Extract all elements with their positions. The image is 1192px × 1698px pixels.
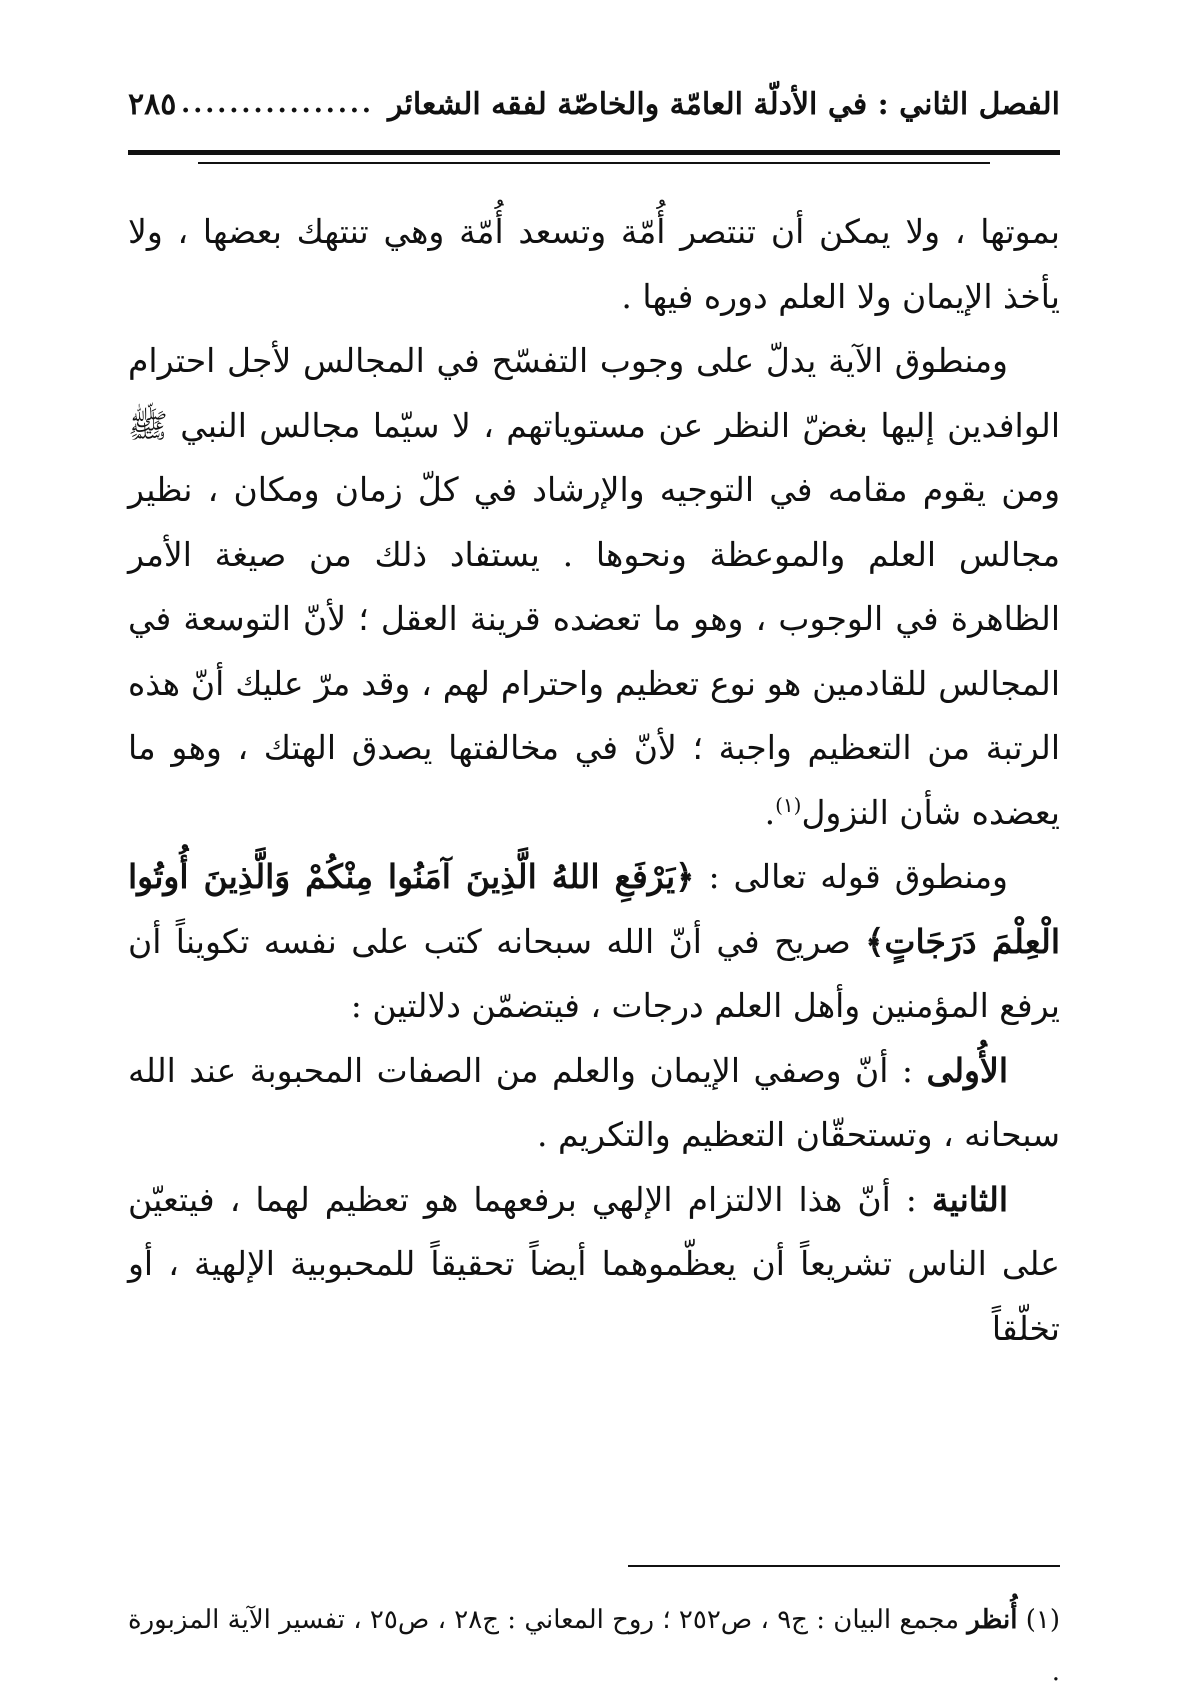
running-header [128, 80, 1060, 128]
chapter-title: الفصل الثاني : في الأدلّة العامّة والخاصّة لفقه الشعائر [387, 86, 1060, 122]
header-rule-thin [198, 162, 990, 164]
footnote-1 [128, 1594, 1060, 1698]
paragraph-4-lead: الأُولى [926, 1050, 1008, 1090]
footnote-marker: (١) [1025, 1605, 1061, 1635]
paragraph-4 [128, 1039, 1060, 1168]
header-rule-thick [128, 150, 1060, 155]
paragraph-5-text: : أنّ هذا الالتزام الإلهي برفعهما هو تعظيم لهما ، فيتعيّن على الناس تشريعاً أن يعظّموهما أيضاً تحقيقاً للمحبوبية الإلهية ، أو تخلّقاً [128, 1179, 1060, 1348]
paragraph-3-rest: صريح في أنّ الله سبحانه كتب على نفسه تكويناً أن يرفع المؤمنين وأهل العلم درجات ، فيتضمّن دلالتين : [128, 921, 1060, 1025]
paragraph-4-text: : أنّ وصفي الإيمان والعلم من الصفات المحبوبة عند الله سبحانه ، وتستحقّان التعظيم والتكريم . [128, 1050, 1060, 1154]
footnote-text: مجمع البيان : ج٩ ، ص٢٥٢ ؛ روح المعاني : ج٢٨ ، ص٢٥ ، تفسير الآية المزبورة . [128, 1605, 1060, 1687]
paragraph-3 [128, 845, 1060, 1039]
paragraph-1: بموتها ، ولا يمكن أن تنتصر أُمّة وتسعد أُمّة وهي تنتهك بعضها ، ولا يأخذ الإيمان ولا العلم دوره فيها . [128, 212, 1060, 316]
paragraph-2 [128, 329, 1060, 845]
footnote [128, 1594, 1060, 1698]
main-text [128, 200, 1060, 1361]
paragraph-5-lead: الثانية [931, 1179, 1008, 1219]
document-page [128, 0, 1060, 1695]
footnote-reference: (١) [775, 792, 802, 817]
footnote-lead: أُنظر [967, 1605, 1018, 1635]
footnote-divider [628, 1565, 1060, 1567]
paragraph-2-end: . [764, 792, 776, 832]
paragraph-2-text: ومنطوق الآية يدلّ على وجوب التفسّح في المجالس لأجل احترام الوافدين إليها بغضّ النظر عن مستوياتهم ، لا سيّما مجالس النبي ﷺ ومن يقوم مقامه في التوجيه والإرشاد في كلّ زمان ومكان ، نظير مجالس العلم والموعظة ونحوها . يستفاد ذلك من صيغة الأمر الظاهرة في الوجوب ، وهو ما تعضده قرينة العقل ؛ لأنّ التوسعة في المجالس للقادمين هو نوع تعظيم واحترام لهم ، وقد مرّ عليك أنّ هذه الرتبة من التعظيم واجبة ؛ لأنّ في مخالفتها يصدق الهتك ، وهو ما يعضده شأن النزول [128, 341, 1061, 832]
quran-quote: ﴿يَرْفَعِ اللهُ الَّذِينَ آمَنُوا مِنْكُمْ وَالَّذِينَ أُوتُوا الْعِلْمَ دَرَجَاتٍ﴾ [128, 857, 1060, 961]
paragraph-5 [128, 1168, 1060, 1362]
page-number: ٢٨٥ [128, 86, 177, 122]
leader-dots: ................ [181, 89, 374, 119]
paragraph-3-intro: ومنطوق قوله تعالى : [694, 857, 1008, 896]
